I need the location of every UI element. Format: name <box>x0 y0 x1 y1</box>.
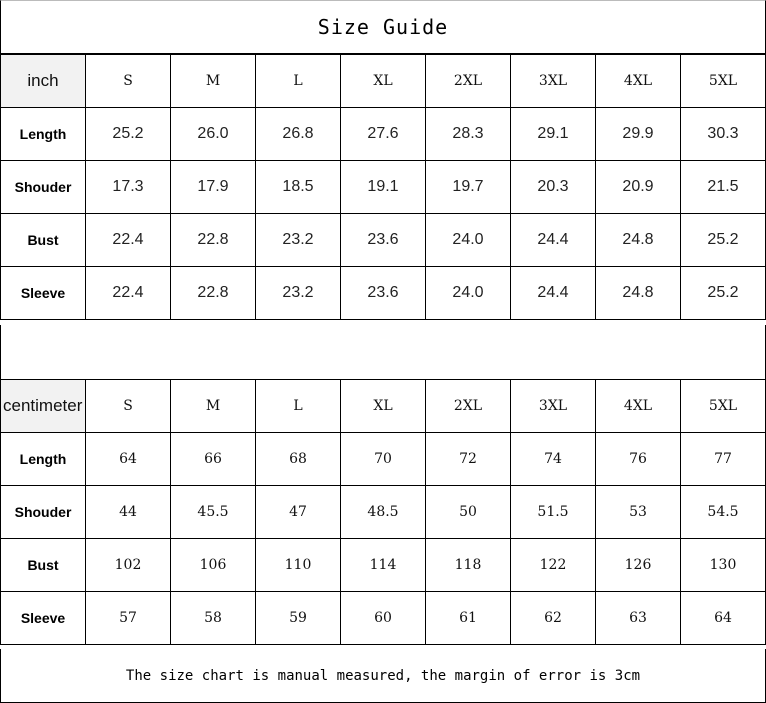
measurement-value: 76 <box>596 433 681 486</box>
measurement-value: 17.9 <box>171 161 256 214</box>
measurement-value: 64 <box>681 592 766 645</box>
measurement-value: 24.0 <box>426 214 511 267</box>
measurement-label: Length <box>1 108 86 161</box>
centimeter-size-table <box>0 379 766 645</box>
measurement-value: 68 <box>256 433 341 486</box>
measurement-value: 118 <box>426 539 511 592</box>
size-header-2xl: 2XL <box>426 55 511 108</box>
measurement-label: Shouder <box>1 486 86 539</box>
measurement-value: 25.2 <box>86 108 171 161</box>
page-title: Size Guide <box>0 0 766 54</box>
measurement-value: 23.6 <box>341 267 426 320</box>
measurement-label: Length <box>1 433 86 486</box>
size-header-5xl: 5XL <box>681 380 766 433</box>
size-header-5xl: 5XL <box>681 55 766 108</box>
table-row <box>1 108 766 161</box>
size-header-4xl: 4XL <box>596 380 681 433</box>
measurement-value: 21.5 <box>681 161 766 214</box>
measurement-value: 110 <box>256 539 341 592</box>
size-header-3xl: 3XL <box>511 55 596 108</box>
measurement-value: 22.8 <box>171 267 256 320</box>
measurement-value: 74 <box>511 433 596 486</box>
measurement-value: 70 <box>341 433 426 486</box>
measurement-value: 25.2 <box>681 267 766 320</box>
measurement-value: 106 <box>171 539 256 592</box>
measurement-value: 29.1 <box>511 108 596 161</box>
size-header-s: S <box>86 380 171 433</box>
measurement-value: 18.5 <box>256 161 341 214</box>
measurement-value: 19.7 <box>426 161 511 214</box>
measurement-value: 17.3 <box>86 161 171 214</box>
size-header-m: M <box>171 55 256 108</box>
measurement-value: 20.9 <box>596 161 681 214</box>
measurement-value: 23.2 <box>256 267 341 320</box>
table-row <box>1 267 766 320</box>
measurement-value: 45.5 <box>171 486 256 539</box>
measurement-value: 29.9 <box>596 108 681 161</box>
measurement-value: 30.3 <box>681 108 766 161</box>
measurement-value: 25.2 <box>681 214 766 267</box>
measurement-value: 62 <box>511 592 596 645</box>
size-header-xl: XL <box>341 55 426 108</box>
measurement-value: 77 <box>681 433 766 486</box>
measurement-label: Bust <box>1 214 86 267</box>
measurement-value: 126 <box>596 539 681 592</box>
measurement-value: 66 <box>171 433 256 486</box>
size-header-m: M <box>171 380 256 433</box>
measurement-value: 51.5 <box>511 486 596 539</box>
measurement-value: 26.0 <box>171 108 256 161</box>
measurement-value: 24.8 <box>596 267 681 320</box>
table-row <box>1 161 766 214</box>
unit-label: centimeter <box>1 380 86 433</box>
table-row <box>1 539 766 592</box>
size-header-2xl: 2XL <box>426 380 511 433</box>
measurement-value: 23.6 <box>341 214 426 267</box>
measurement-value: 72 <box>426 433 511 486</box>
measurement-note: The size chart is manual measured, the margin of error is 3cm <box>0 649 766 703</box>
size-header-l: L <box>256 380 341 433</box>
measurement-value: 61 <box>426 592 511 645</box>
measurement-label: Shouder <box>1 161 86 214</box>
measurement-value: 19.1 <box>341 161 426 214</box>
table-row <box>1 592 766 645</box>
measurement-value: 22.4 <box>86 214 171 267</box>
size-header-xl: XL <box>341 380 426 433</box>
measurement-value: 122 <box>511 539 596 592</box>
size-header-3xl: 3XL <box>511 380 596 433</box>
measurement-value: 64 <box>86 433 171 486</box>
measurement-value: 114 <box>341 539 426 592</box>
measurement-label: Bust <box>1 539 86 592</box>
measurement-value: 47 <box>256 486 341 539</box>
measurement-value: 48.5 <box>341 486 426 539</box>
measurement-label: Sleeve <box>1 267 86 320</box>
measurement-value: 59 <box>256 592 341 645</box>
unit-label: inch <box>1 55 86 108</box>
size-header-s: S <box>86 55 171 108</box>
measurement-value: 24.0 <box>426 267 511 320</box>
measurement-value: 24.4 <box>511 214 596 267</box>
measurement-value: 44 <box>86 486 171 539</box>
measurement-value: 22.4 <box>86 267 171 320</box>
measurement-value: 60 <box>341 592 426 645</box>
measurement-value: 27.6 <box>341 108 426 161</box>
size-header-4xl: 4XL <box>596 55 681 108</box>
measurement-value: 26.8 <box>256 108 341 161</box>
measurement-value: 20.3 <box>511 161 596 214</box>
measurement-value: 130 <box>681 539 766 592</box>
measurement-value: 22.8 <box>171 214 256 267</box>
measurement-label: Sleeve <box>1 592 86 645</box>
table-spacer <box>0 325 766 379</box>
size-header-row <box>1 55 766 108</box>
measurement-value: 53 <box>596 486 681 539</box>
measurement-value: 63 <box>596 592 681 645</box>
measurement-value: 24.4 <box>511 267 596 320</box>
measurement-value: 50 <box>426 486 511 539</box>
measurement-value: 102 <box>86 539 171 592</box>
measurement-value: 24.8 <box>596 214 681 267</box>
measurement-value: 58 <box>171 592 256 645</box>
measurement-value: 28.3 <box>426 108 511 161</box>
inch-size-table <box>0 54 766 320</box>
measurement-value: 23.2 <box>256 214 341 267</box>
size-header-l: L <box>256 55 341 108</box>
table-row <box>1 214 766 267</box>
table-row <box>1 433 766 486</box>
measurement-value: 54.5 <box>681 486 766 539</box>
measurement-value: 57 <box>86 592 171 645</box>
size-header-row <box>1 380 766 433</box>
table-row <box>1 486 766 539</box>
